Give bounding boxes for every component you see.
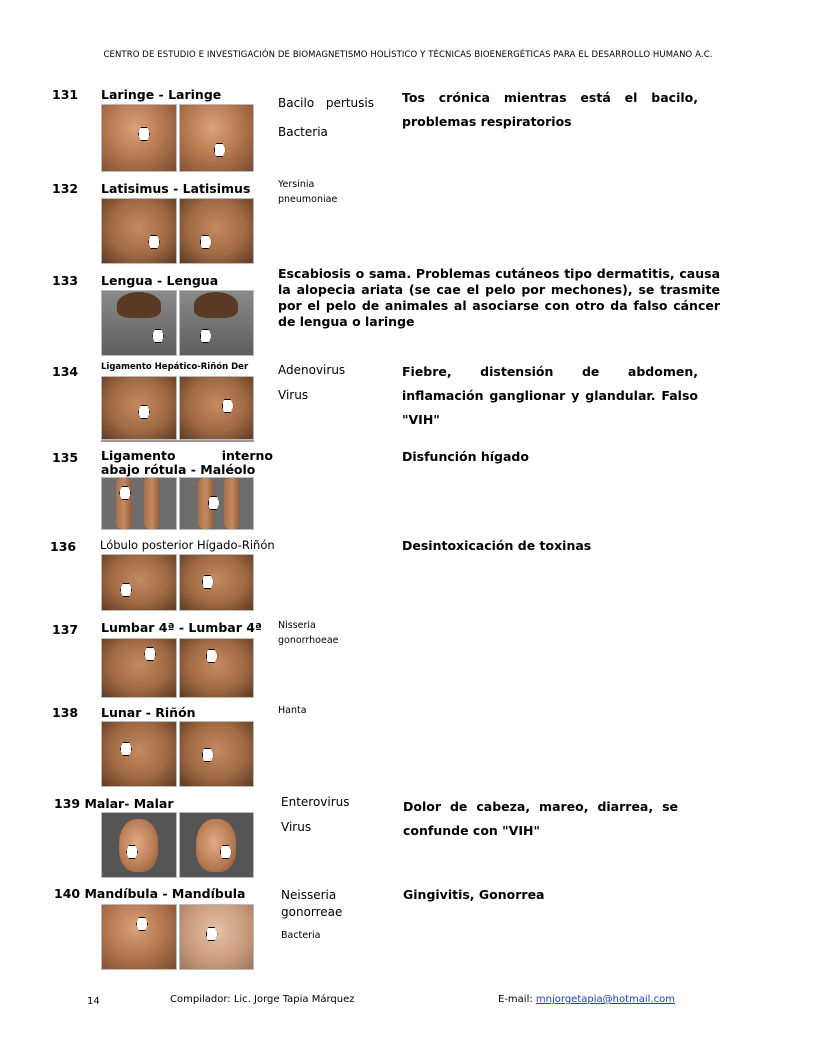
point-marker [138, 405, 150, 419]
entry-number: 133 [52, 273, 79, 288]
entry-description: Gingivitis, Gonorrea [403, 887, 545, 902]
point-marker [120, 583, 132, 597]
entry-title: Lóbulo posterior Hígado-Riñón [100, 538, 275, 552]
point-marker [206, 927, 218, 941]
entry-title: 140 Mandíbula - Mandíbula [54, 886, 246, 901]
organism-type: Bacteria [281, 930, 321, 941]
entry-number: 135 [52, 450, 79, 465]
entry-number: 136 [50, 539, 77, 554]
body-image [101, 812, 254, 878]
body-image [101, 198, 254, 264]
organism-name: Neisseria gonorreae [281, 888, 343, 919]
organism-type: Virus [278, 388, 309, 402]
point-marker [206, 649, 218, 663]
entry-description: Fiebre, distensión de abdomen, inflamación ganglionar y glandular. Falso "VIH" [402, 364, 698, 427]
entry-description: Tos crónica mientras está el bacilo, problemas respiratorios [402, 90, 698, 129]
organism-name: Enterovirus [281, 795, 350, 809]
organism-name: Adenovirus [278, 363, 346, 377]
point-marker [200, 329, 212, 343]
body-image [101, 104, 254, 172]
point-marker [138, 127, 150, 141]
point-marker [152, 329, 164, 343]
point-marker [202, 575, 214, 589]
organism-name: Yersinia pneumoniae [278, 179, 338, 205]
entry-number: 138 [52, 705, 79, 720]
email-label: E-mail: [498, 994, 533, 1005]
entry-number: 137 [52, 622, 79, 637]
page-number: 14 [87, 996, 100, 1007]
entry-number: 132 [52, 181, 79, 196]
email-line [498, 994, 675, 1005]
entry-title: Laringe - Laringe [101, 87, 222, 102]
point-marker [148, 235, 160, 249]
entry-title: Ligamento Hepático-Riñón Der [101, 362, 249, 372]
entry-description: Escabiosis o sama. Problemas cutáneos tipo dermatitis, causa la alopecia ariata (se cae el pelo por mechones), se trasmite por el pelo de animales al asociarse con otro da falso cáncer de lengua o laringe [278, 266, 720, 329]
entry-title: Lumbar 4ª - Lumbar 4ª [101, 620, 262, 635]
point-marker [144, 647, 156, 661]
entry-title: Latisimus - Latisimus [101, 181, 251, 196]
point-marker [120, 742, 132, 756]
point-marker [222, 399, 234, 413]
organism-name: Hanta [278, 705, 307, 716]
body-image [101, 554, 254, 611]
divider [101, 440, 254, 442]
entry-title: Lengua - Lengua [101, 273, 219, 288]
page-header: CENTRO DE ESTUDIO E INVESTIGACIÓN DE BIOMAGNETISMO HOLÍSTICO Y TÉCNICAS BIOENERGÉTICAS PARA EL DESARROLLO HUMANO A.C. [103, 50, 713, 60]
entry-description: Desintoxicación de toxinas [402, 538, 592, 553]
entry-number: 134 [52, 364, 79, 379]
entry-title: Lunar - Riñón [101, 705, 196, 720]
organism-type: Bacteria [278, 125, 328, 139]
entry-description: Disfunción hígado [402, 449, 529, 464]
point-marker [214, 143, 226, 157]
compiler-credit: Compilador: Lic. Jorge Tapia Márquez [170, 994, 355, 1005]
body-image [101, 638, 254, 698]
entry-title: Ligamento interno abajo rótula - Maléolo [101, 448, 273, 477]
body-image [101, 904, 254, 970]
email-link[interactable]: mnjorgetapia@hotmail.com [535, 994, 675, 1005]
entry-description: Dolor de cabeza, mareo, diarrea, se confunde con "VIH" [403, 799, 678, 838]
point-marker [202, 748, 214, 762]
point-marker [136, 917, 148, 931]
entry-number: 131 [52, 87, 79, 102]
point-marker [200, 235, 212, 249]
body-image [101, 290, 254, 356]
entry-title: 139 Malar- Malar [54, 796, 174, 811]
body-image [101, 477, 254, 530]
organism-name: Nisseria gonorrhoeae [278, 620, 339, 646]
organism-name: Bacilo pertusis [278, 96, 374, 110]
body-image [101, 721, 254, 787]
body-image [101, 376, 254, 440]
organism-type: Virus [281, 820, 312, 834]
